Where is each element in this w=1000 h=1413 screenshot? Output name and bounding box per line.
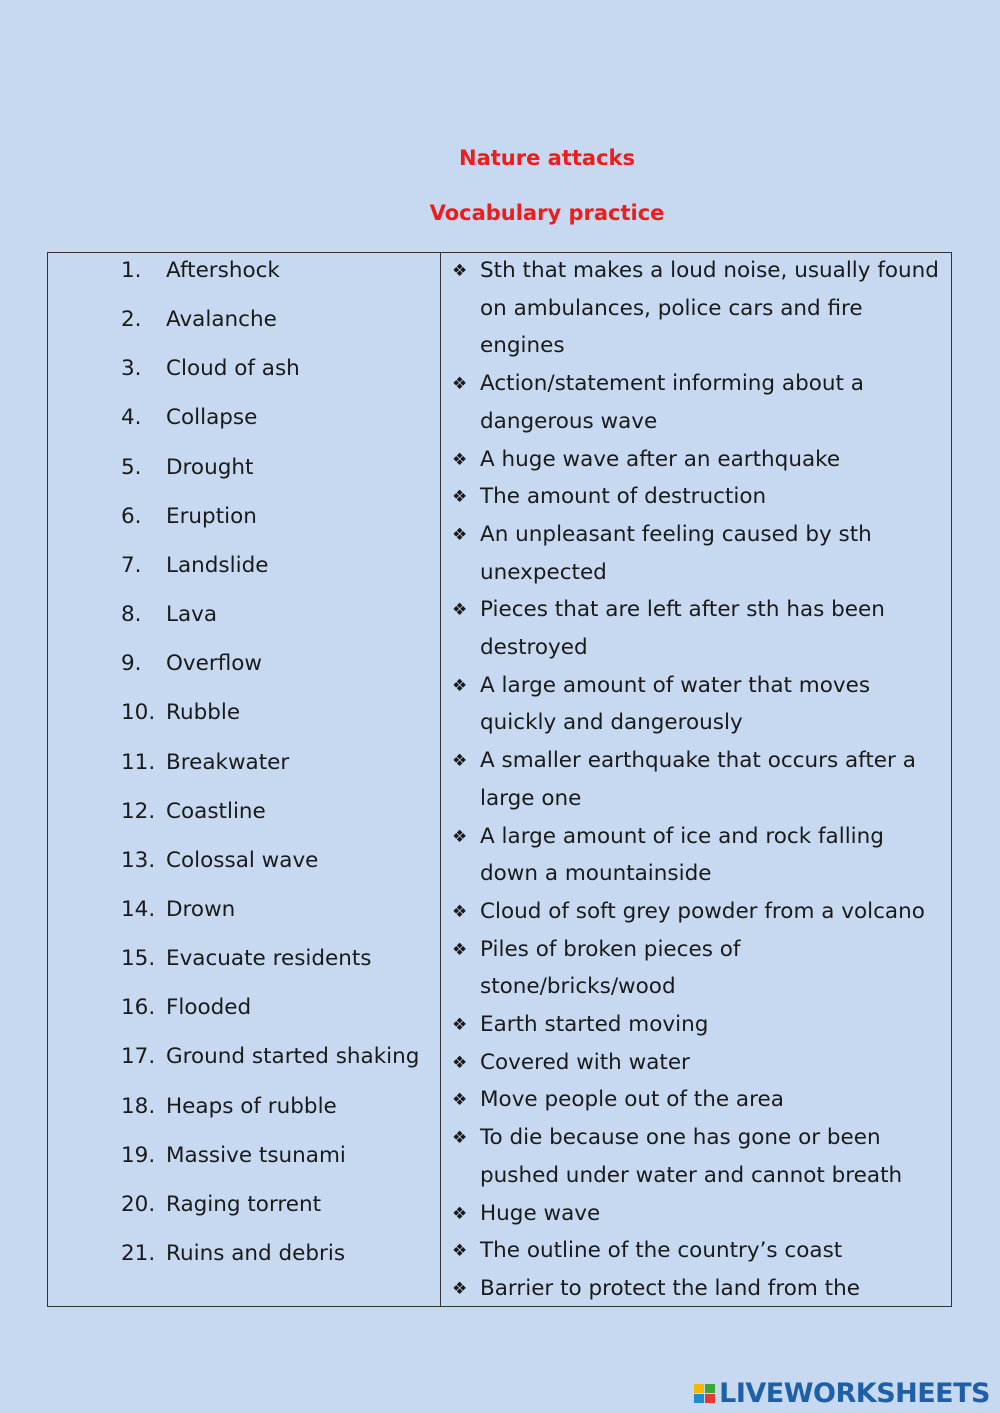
term-item <box>121 502 257 532</box>
term-number: 5. <box>121 454 142 480</box>
term-number: 11. <box>121 749 156 775</box>
term-item <box>121 944 372 974</box>
term-number: 6. <box>121 503 142 529</box>
column-divider <box>440 253 441 1306</box>
term-number: 21. <box>121 1241 156 1266</box>
term-text: Ground started shaking <box>166 1044 420 1070</box>
diamond-bullet-icon: ❖ <box>452 1241 468 1262</box>
definition-text: An unpleasant feeling caused by sth <box>480 521 872 547</box>
term-item <box>121 797 266 827</box>
definition-text: Piles of broken pieces of <box>480 936 741 962</box>
diamond-bullet-icon: ❖ <box>452 1090 468 1111</box>
term-item <box>121 1239 345 1269</box>
definition-text: Action/statement informing about a <box>480 371 864 397</box>
term-number: 1. <box>121 258 142 283</box>
term-number: 2. <box>121 307 142 333</box>
definition-text: dangerous wave <box>480 408 658 434</box>
diamond-bullet-icon: ❖ <box>452 901 468 922</box>
page-title: Nature attacks <box>459 146 635 170</box>
diamond-bullet-icon: ❖ <box>452 675 468 696</box>
diamond-bullet-icon: ❖ <box>452 449 468 470</box>
term-number: 15. <box>121 946 156 972</box>
term-text: Avalanche <box>166 307 277 333</box>
definition-text: Covered with water <box>480 1049 690 1075</box>
term-number: 12. <box>121 798 156 824</box>
term-number: 19. <box>121 1142 156 1168</box>
term-text: Raging torrent <box>166 1191 322 1217</box>
term-text: Breakwater <box>166 749 290 775</box>
term-text: Colossal wave <box>166 847 319 873</box>
term-item <box>121 1190 321 1220</box>
term-item <box>121 453 253 483</box>
term-text: Drought <box>166 454 254 480</box>
term-item <box>121 846 318 876</box>
liveworksheets-logo <box>693 1376 990 1410</box>
definition-text: Cloud of soft grey powder from a volcano <box>480 898 925 924</box>
term-text: Eruption <box>166 503 257 529</box>
definition-text: The amount of destruction <box>480 484 767 510</box>
definition-text: destroyed <box>480 635 588 660</box>
term-item <box>121 993 251 1023</box>
diamond-bullet-icon: ❖ <box>452 524 468 545</box>
definition-text: stone/bricks/wood <box>480 974 676 1000</box>
term-item <box>121 698 240 728</box>
definition-text: large one <box>480 785 582 811</box>
term-number: 4. <box>121 405 142 431</box>
definition-text: Earth started moving <box>480 1012 709 1037</box>
definition-text: A smaller earthquake that occurs after a <box>480 748 916 774</box>
diamond-bullet-icon: ❖ <box>452 826 468 847</box>
term-number: 13. <box>121 847 156 873</box>
term-text: Lava <box>166 602 218 628</box>
diamond-bullet-icon: ❖ <box>452 374 468 395</box>
term-item <box>121 1042 419 1072</box>
definition-text: on ambulances, police cars and fire <box>480 295 863 321</box>
page-subtitle: Vocabulary practice <box>429 201 665 225</box>
term-item <box>121 895 235 925</box>
term-number: 8. <box>121 602 142 628</box>
diamond-bullet-icon: ❖ <box>452 1278 468 1299</box>
diamond-bullet-icon: ❖ <box>452 939 468 960</box>
definition-text: A large amount of ice and rock falling <box>480 823 884 849</box>
term-text: Coastline <box>166 798 266 824</box>
term-text: Heaps of rubble <box>166 1093 337 1119</box>
term-text: Flooded <box>166 995 252 1021</box>
term-number: 17. <box>121 1044 156 1070</box>
term-item <box>121 551 268 581</box>
term-number: 16. <box>121 995 156 1021</box>
definition-text: unexpected <box>480 559 607 585</box>
term-item <box>121 748 289 778</box>
definition-text: Huge wave <box>480 1200 601 1226</box>
definition-text: A huge wave after an earthquake <box>480 446 841 472</box>
logo-text: LIVEWORKSHEETS <box>719 1377 990 1409</box>
diamond-bullet-icon: ❖ <box>452 1015 468 1035</box>
term-item <box>121 305 277 335</box>
definition-text: A large amount of water that moves <box>480 672 871 698</box>
term-text: Ruins and debris <box>166 1241 346 1266</box>
definition-text: pushed under water and cannot breath <box>480 1162 903 1188</box>
liveworksheets-logo-icon <box>693 1381 717 1405</box>
term-text: Evacuate residents <box>166 946 372 972</box>
term-item <box>121 256 280 286</box>
vocabulary-table <box>47 252 952 1307</box>
definition-text: Barrier to protect the land from the <box>480 1275 860 1301</box>
term-item <box>121 600 217 630</box>
term-item <box>121 1141 346 1171</box>
definition-text: quickly and dangerously <box>480 710 743 736</box>
diamond-bullet-icon: ❖ <box>452 1128 468 1149</box>
diamond-bullet-icon: ❖ <box>452 751 468 772</box>
term-number: 9. <box>121 651 142 677</box>
diamond-bullet-icon: ❖ <box>452 487 468 508</box>
term-number: 18. <box>121 1093 156 1119</box>
term-text: Rubble <box>166 700 241 726</box>
definition-text: Move people out of the area <box>480 1087 784 1113</box>
definition-text: The outline of the country’s coast <box>480 1238 843 1264</box>
diamond-bullet-icon: ❖ <box>452 1203 468 1224</box>
definition-text: Pieces that are left after sth has been <box>480 597 885 623</box>
definition-text: engines <box>480 333 565 359</box>
term-number: 10. <box>121 700 156 726</box>
definition-text: Sth that makes a loud noise, usually found <box>480 258 939 283</box>
term-text: Overflow <box>166 651 262 677</box>
term-text: Landslide <box>166 552 269 578</box>
term-number: 7. <box>121 552 142 578</box>
term-text: Aftershock <box>166 258 280 283</box>
diamond-bullet-icon: ❖ <box>452 600 468 621</box>
diamond-bullet-icon: ❖ <box>452 261 468 281</box>
term-item <box>121 649 262 679</box>
term-item <box>121 1092 337 1122</box>
definition-text: To die because one has gone or been <box>480 1125 881 1151</box>
term-text: Cloud of ash <box>166 356 300 382</box>
definition-text: down a mountainside <box>480 861 712 887</box>
term-item <box>121 354 300 384</box>
term-number: 20. <box>121 1191 156 1217</box>
term-item <box>121 403 257 433</box>
diamond-bullet-icon: ❖ <box>452 1052 468 1073</box>
term-text: Collapse <box>166 405 258 431</box>
term-text: Drown <box>166 896 236 922</box>
term-number: 14. <box>121 896 156 922</box>
term-number: 3. <box>121 356 142 382</box>
term-text: Massive tsunami <box>166 1142 346 1168</box>
